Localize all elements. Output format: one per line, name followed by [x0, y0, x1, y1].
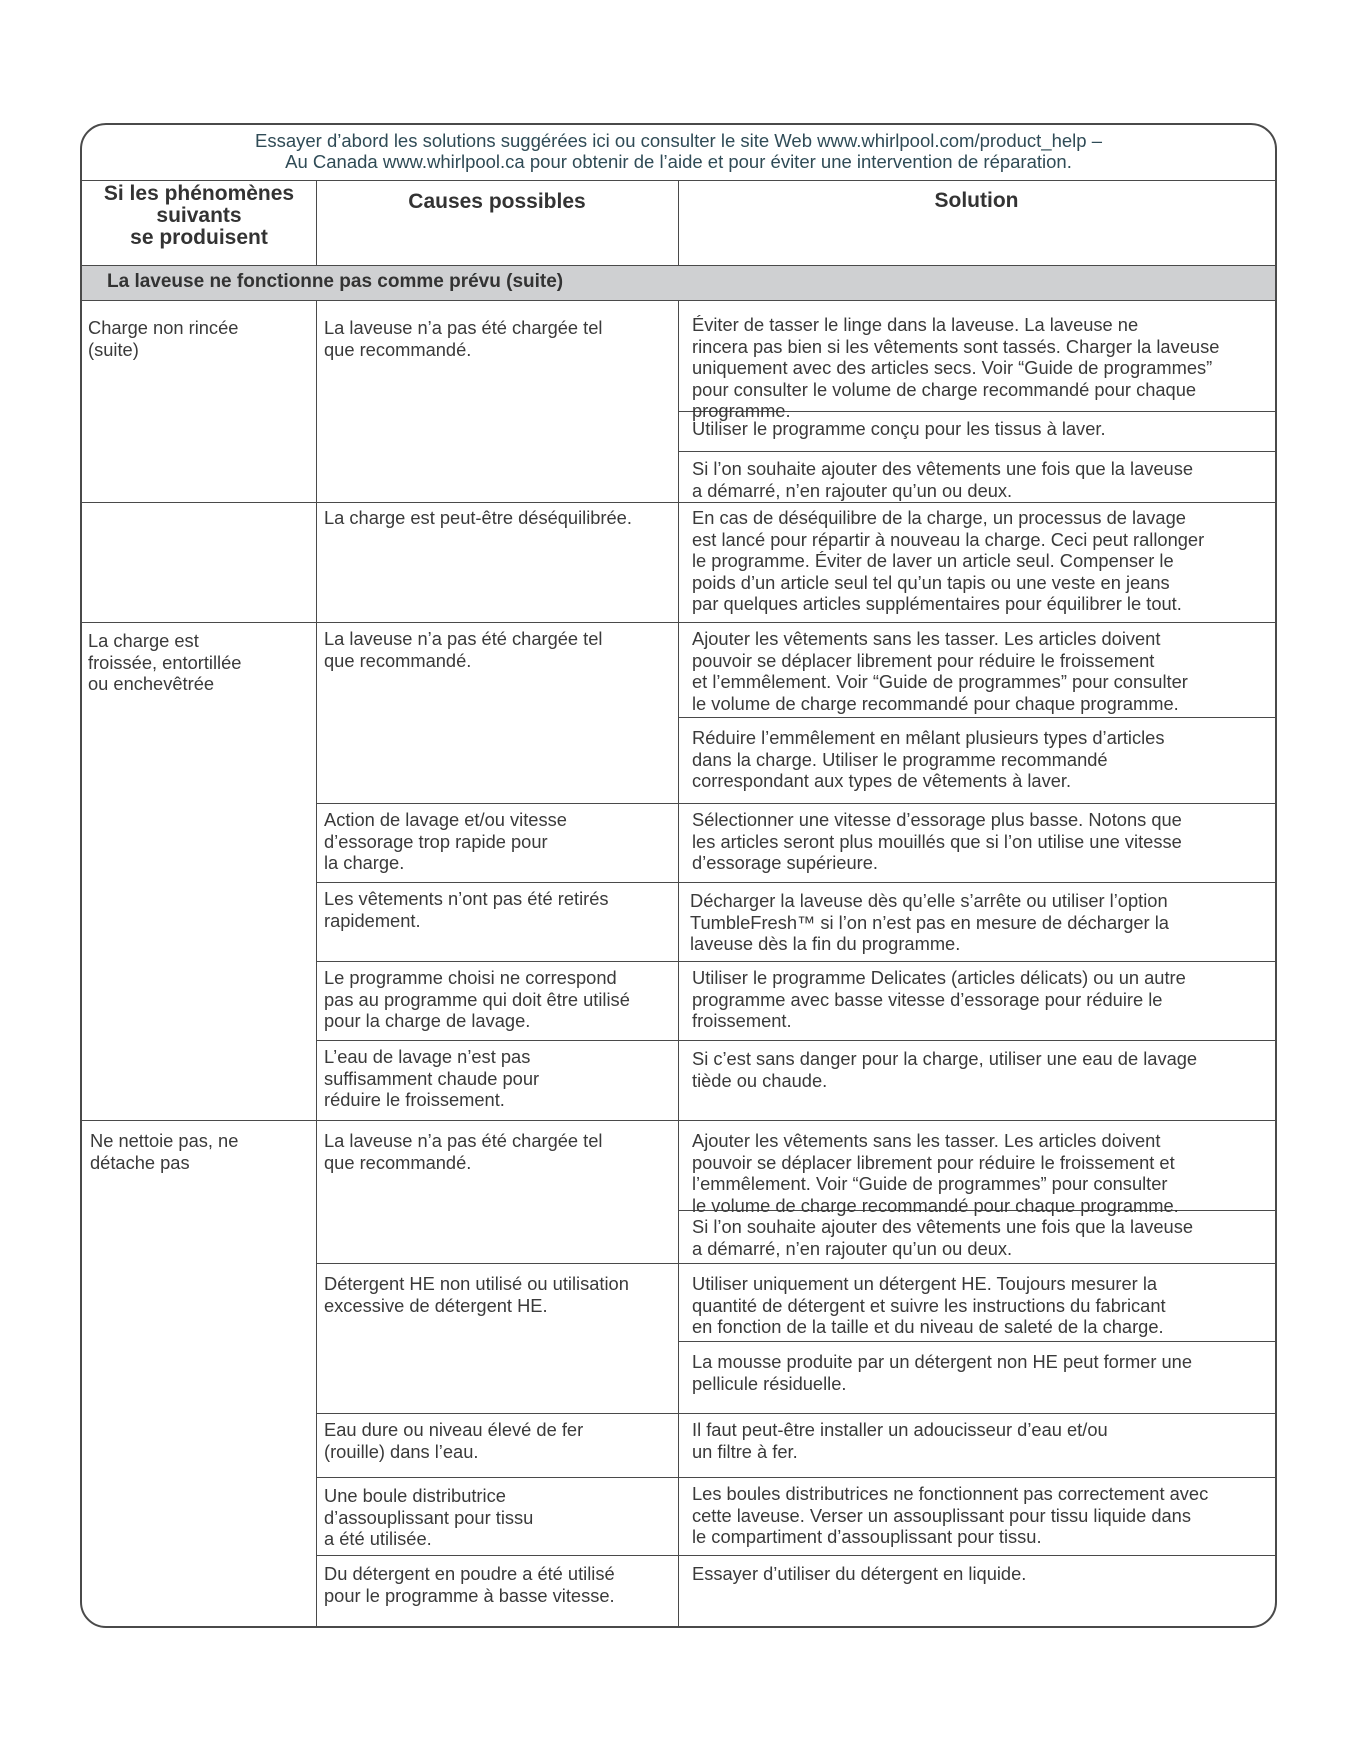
solution-cell: Éviter de tasser le linge dans la laveuse. La laveuse ne rincera pas bien si les vêtements sont tassés. Charger la laveuse uniquement avec des articles secs. Voir “Guide de programmes” pour consulter le volume de charge recommandé pour chaque programme. [692, 314, 1220, 421]
row-divider [82, 1120, 1275, 1121]
solution-cell: Les boules distributrices ne fonctionnent pas correctement avec cette laveuse. Verser un assouplissant pour tissu liquide dans le compartiment d’assouplissant pour tissu. [692, 1483, 1209, 1547]
troubleshooting-table [80, 123, 1277, 1628]
header-phenomena: Si les phénomènes suivants se produisent [103, 182, 295, 249]
solution-cell: Ajouter les vêtements sans les tasser. Les articles doivent pouvoir se déplacer librement pour réduire le froissement et l’emmêlement. Voir “Guide de programmes” pour consulter le volume de charge recommandé pour chaque programme. [692, 1130, 1179, 1216]
row-divider [316, 961, 1275, 962]
cause-cell: La laveuse n’a pas été chargée tel que recommandé. [324, 1130, 603, 1173]
column-divider-2 [678, 301, 679, 1628]
row-divider [678, 1341, 1275, 1342]
row-divider [678, 717, 1275, 718]
header-solution: Solution [934, 189, 1019, 212]
solution-cell: Décharger la laveuse dès qu’elle s’arrête ou utiliser l’option TumbleFresh™ si l’on n’est pas en mesure de décharger la laveuse dès la fin du programme. [690, 890, 1169, 954]
row-divider [316, 803, 1275, 804]
row-divider [316, 882, 1275, 883]
solution-cell: Sélectionner une vitesse d’essorage plus basse. Notons que les articles seront plus mouillés que si l’on utilise une vitesse d’essorage supérieure. [692, 809, 1182, 873]
problem-cell: Charge non rincée (suite) [88, 317, 239, 360]
header-causes: Causes possibles [408, 190, 586, 213]
row-divider [678, 502, 1275, 503]
solution-cell: Essayer d’utiliser du détergent en liquide. [692, 1563, 1027, 1584]
solution-cell: Utiliser le programme conçu pour les tissus à laver. [692, 418, 1106, 439]
solution-cell: Utiliser le programme Delicates (articles délicats) ou un autre programme avec basse vitesse d’essorage pour réduire le froissement. [692, 967, 1186, 1031]
cause-cell: Eau dure ou niveau élevé de fer (rouille) dans l’eau. [324, 1419, 584, 1462]
cause-cell: La laveuse n’a pas été chargée tel que recommandé. [324, 628, 603, 671]
header-divider-1 [316, 181, 317, 265]
cause-cell: L’eau de lavage n’est pas suffisamment chaude pour réduire le froissement. [324, 1046, 540, 1110]
cause-cell: La charge est peut-être déséquilibrée. [324, 507, 632, 528]
solution-cell: Il faut peut-être installer un adoucisseur d’eau et/ou un filtre à fer. [692, 1419, 1108, 1462]
solution-cell: Utiliser uniquement un détergent HE. Toujours mesurer la quantité de détergent et suivre les instructions du fabricant en fonction de la taille et du niveau de saleté de la charge. [692, 1273, 1166, 1337]
solution-cell: Ajouter les vêtements sans les tasser. Les articles doivent pouvoir se déplacer librement pour réduire le froissement et l’emmêlement. Voir “Guide de programmes” pour consulter le volume de charge recommandé pour chaque programme. [692, 628, 1188, 714]
intro-banner [82, 125, 1275, 181]
section-title: La laveuse ne fonctionne pas comme prévu (suite) [82, 265, 1275, 301]
solution-cell: En cas de déséquilibre de la charge, un processus de lavage est lancé pour répartir à nouveau la charge. Ceci peut rallonger le programme. Éviter de laver un article seul. Compenser le poids d’un article seul tel qu’un tapis ou une veste en jeans par quelques articles supplémentaires pour équilibrer le tout. [692, 507, 1205, 614]
cause-cell: Le programme choisi ne correspond pas au programme qui doit être utilisé pour la charge de lavage. [324, 967, 630, 1031]
row-divider [82, 622, 1275, 623]
row-divider [316, 1477, 1275, 1478]
problem-cell: Ne nettoie pas, ne détache pas [90, 1130, 239, 1173]
intro-line-2: Au Canada www.whirlpool.ca pour obtenir de l’aide et pour éviter une intervention de réparation. [285, 151, 1072, 172]
solution-cell: Si l’on souhaite ajouter des vêtements une fois que la laveuse a démarré, n’en rajouter qu’un ou deux. [692, 458, 1194, 501]
cause-cell: Action de lavage et/ou vitesse d’essorage trop rapide pour la charge. [324, 809, 567, 873]
solution-cell: Si c’est sans danger pour la charge, utiliser une eau de lavage tiède ou chaude. [692, 1048, 1198, 1091]
header-divider-2 [678, 181, 679, 265]
row-divider [316, 502, 678, 503]
column-divider-1 [316, 301, 317, 1628]
cause-cell: Du détergent en poudre a été utilisé pour le programme à basse vitesse. [324, 1563, 615, 1606]
row-divider [316, 1263, 1275, 1264]
cause-cell: La laveuse n’a pas été chargée tel que recommandé. [324, 317, 603, 360]
cause-cell: Une boule distributrice d’assouplissant pour tissu a été utilisée. [324, 1485, 534, 1549]
problem-cell: La charge est froissée, entortillée ou enchevêtrée [88, 630, 242, 694]
solution-cell: Si l’on souhaite ajouter des vêtements une fois que la laveuse a démarré, n’en rajouter qu’un ou deux. [692, 1216, 1194, 1259]
row-divider [316, 1040, 1275, 1041]
solution-cell: La mousse produite par un détergent non HE peut former une pellicule résiduelle. [692, 1351, 1193, 1394]
solution-cell: Réduire l’emmêlement en mêlant plusieurs types d’articles dans la charge. Utiliser le programme recommandé correspondant aux types de vêtements à laver. [692, 727, 1165, 791]
cause-cell: Les vêtements n’ont pas été retirés rapidement. [324, 888, 609, 931]
row-divider [82, 502, 316, 503]
row-divider [316, 1555, 1275, 1556]
intro-line-1: Essayer d’abord les solutions suggérées ici ou consulter le site Web www.whirlpool.com/product_help – [255, 130, 1102, 151]
cause-cell: Détergent HE non utilisé ou utilisation excessive de détergent HE. [324, 1273, 629, 1316]
row-divider [316, 1413, 1275, 1414]
row-divider [678, 451, 1275, 452]
